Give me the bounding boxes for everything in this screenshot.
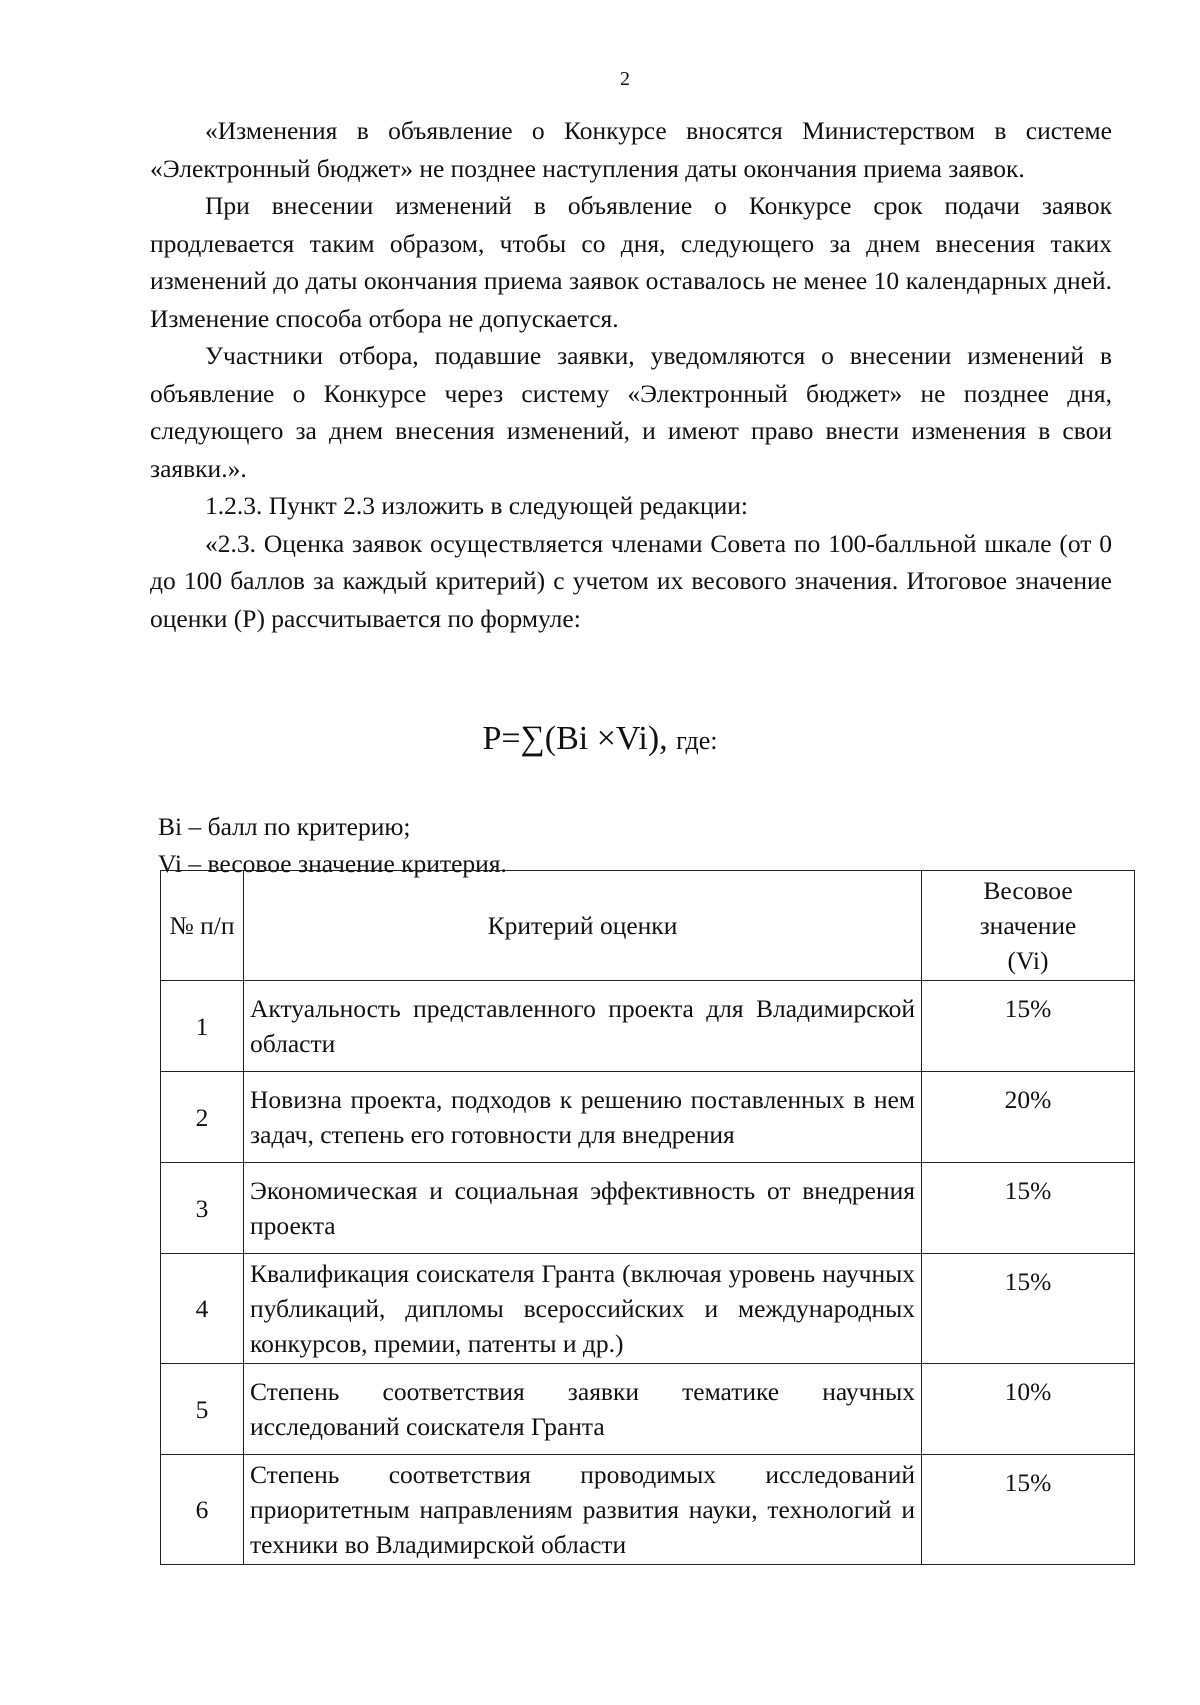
body-text <box>150 112 1112 637</box>
paragraph: 1.2.3. Пункт 2.3 изложить в следующей редакции: <box>205 491 748 520</box>
header-num: № п/п <box>161 871 244 981</box>
row-criterion: Актуальность представленного проекта для Владимирской области <box>244 981 922 1072</box>
legend-vi: Vi – весовое значение критерия. <box>158 849 507 878</box>
row-weight: 15% <box>922 981 1135 1072</box>
table-row <box>161 1072 1135 1163</box>
criteria-table <box>160 870 1135 1565</box>
header-criterion: Критерий оценки <box>244 871 922 981</box>
header-weight-line: (Vi) <box>1007 946 1049 975</box>
table-row <box>161 1364 1135 1455</box>
row-num: 4 <box>161 1254 244 1364</box>
table-row <box>161 981 1135 1072</box>
row-weight: 15% <box>922 1254 1135 1364</box>
page-number: 2 <box>620 68 630 90</box>
formula <box>0 720 1200 758</box>
header-weight <box>922 871 1135 981</box>
legend-bi: Bi – балл по критерию; <box>158 812 411 841</box>
table-row <box>161 1455 1135 1565</box>
formula-suffix: где: <box>676 726 718 755</box>
table-header-row <box>161 871 1135 981</box>
row-criterion: Степень соответствия проводимых исследований приоритетным направлениям развития науки, технологий и техники во Владимирской области <box>244 1455 922 1565</box>
formula-expression: P=∑(Bi ×Vi), <box>482 720 668 757</box>
row-weight: 10% <box>922 1364 1135 1455</box>
table-row <box>161 1254 1135 1364</box>
header-weight-line: Весовое <box>983 876 1073 905</box>
row-num: 3 <box>161 1163 244 1254</box>
row-weight: 15% <box>922 1163 1135 1254</box>
row-weight: 20% <box>922 1072 1135 1163</box>
row-criterion: Экономическая и социальная эффективность от внедрения проекта <box>244 1163 922 1254</box>
paragraph: «2.3. Оценка заявок осуществляется членами Совета по 100-балльной шкале (от 0 до 100 баллов за каждый критерий) с учетом их весового значения. Итоговое значение оценки (Р) рассчитывается по формуле: <box>150 528 1112 633</box>
table-row <box>161 1163 1135 1254</box>
row-criterion: Степень соответствия заявки тематике научных исследований соискателя Гранта <box>244 1364 922 1455</box>
row-num: 5 <box>161 1364 244 1455</box>
row-criterion: Квалификация соискателя Гранта (включая уровень научных публикаций, дипломы всероссийских и международных конкурсов, премии, патенты и др.) <box>244 1254 922 1364</box>
header-weight-line: значение <box>979 911 1077 940</box>
paragraph: При внесении изменений в объявление о Конкурсе срок подачи заявок продлевается таким образом, чтобы со дня, следующего за днем внесения таких изменений до даты окончания приема заявок оставалось не менее 10 календарных дней. Изменение способа отбора не допускается. <box>150 191 1112 333</box>
row-criterion: Новизна проекта, подходов к решению поставленных в нем задач, степень его готовности для внедрения <box>244 1072 922 1163</box>
paragraph: Участники отбора, подавшие заявки, уведомляются о внесении изменений в объявление о Конкурсе через систему «Электронный бюджет» не позднее дня, следующего за днем внесения изменений, и имеют право внести изменения в свои заявки.». <box>150 341 1112 483</box>
row-weight: 15% <box>922 1455 1135 1565</box>
paragraph: «Изменения в объявление о Конкурсе вносятся Министерством в системе «Электронный бюджет» не позднее наступления даты окончания приема заявок. <box>150 116 1112 183</box>
row-num: 1 <box>161 981 244 1072</box>
row-num: 6 <box>161 1455 244 1565</box>
row-num: 2 <box>161 1072 244 1163</box>
